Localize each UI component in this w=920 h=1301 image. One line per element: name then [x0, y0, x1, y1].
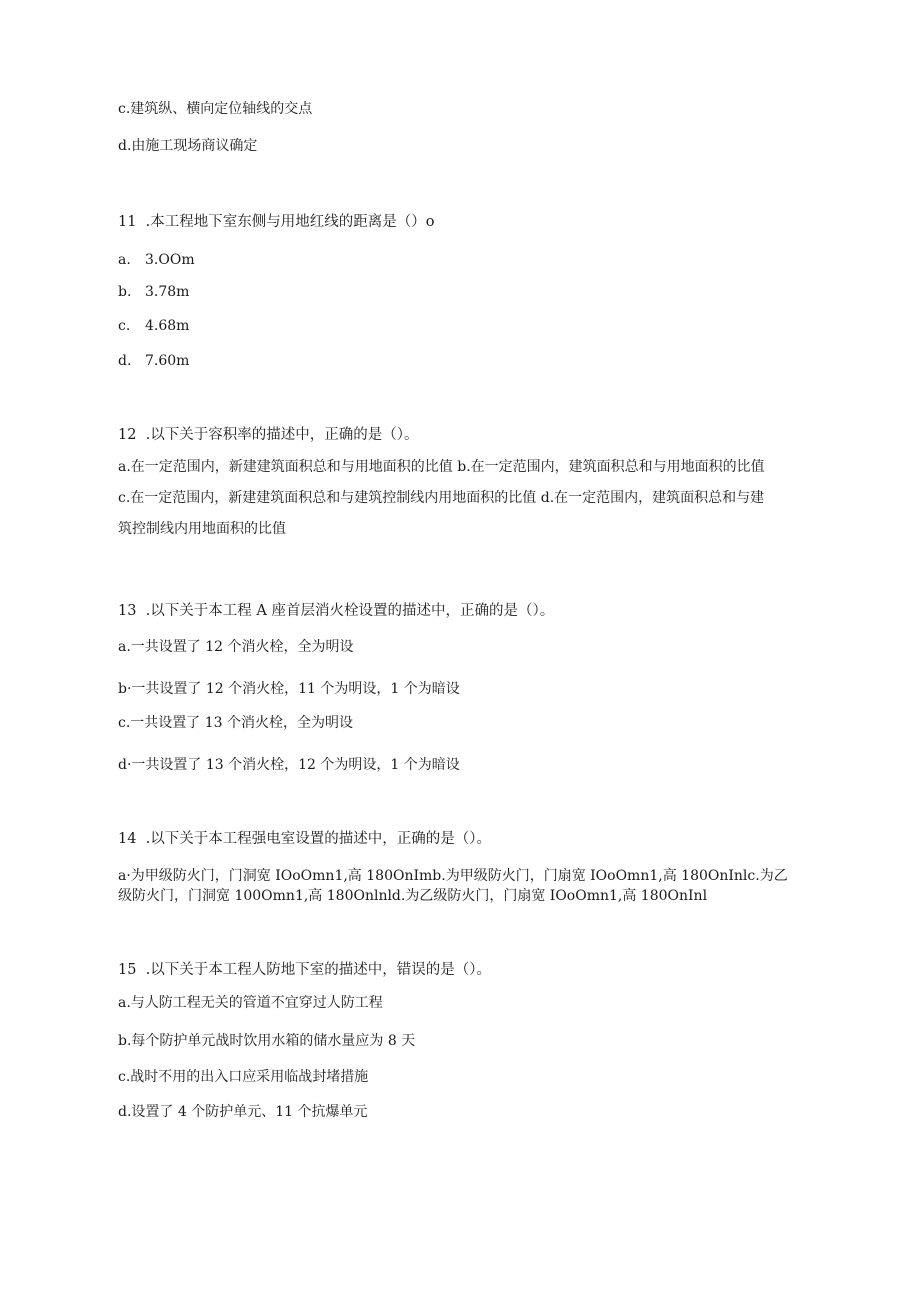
q14-options-paragraph: a·为甲级防火门，门洞宽 IOoOmn1,高 180OnImb.为甲级防火门，门扇宽 IOoOmn1,高 180OnInlc.为乙级防火门，门洞宽 100Omn1,高 180Onlnld.为乙级防火门，门扇宽 IOoOmn1,高 180OnInl [118, 868, 788, 904]
q10-option-c: c.建筑纵、横向定位轴线的交点 [118, 101, 313, 117]
q13-stem: 13 .以下关于本工程 A 座首层消火栓设置的描述中，正确的是（）。 [118, 603, 555, 619]
q11-option-d-letter: d. [118, 353, 132, 369]
q12-stem: 12 .以下关于容积率的描述中，正确的是（）。 [118, 427, 419, 443]
q11-option-d [118, 351, 189, 371]
q13-option-c: c.一共设置了 13 个消火栓，全为明设 [118, 715, 354, 731]
q11-option-c-letter: c. [118, 318, 131, 334]
q15-option-b: b.每个防护单元战时饮用水箱的储水量应为 8 天 [118, 1033, 416, 1049]
q11-option-a-text: 3.OOm [145, 252, 195, 268]
q11-option-b-text: 3.78m [145, 284, 190, 300]
q11-option-a [118, 250, 195, 270]
q15-option-d: d.设置了 4 个防护单元、11 个抗爆单元 [118, 1104, 368, 1120]
q11-option-b [118, 282, 189, 302]
q13-option-a: a.一共设置了 12 个消火栓，全为明设 [118, 639, 354, 655]
q10-option-d: d.由施工现场商议确定 [118, 138, 258, 154]
q12-options-paragraph: a.在一定范围内，新建建筑面积总和与用地面积的比值 b.在一定范围内，建筑面积总和与用地面积的比值 c.在一定范围内，新建建筑面积总和与建筑控制线内用地面积的比值 d.在一定范围内，建筑面积总和与建筑控制线内用地面积的比值 [118, 459, 765, 537]
q11-option-c-text: 4.68m [145, 318, 190, 334]
q11-option-d-text: 7.60m [145, 353, 190, 369]
q13-option-b: b·一共设置了 12 个消火栓，11 个为明设，1 个为暗设 [118, 681, 460, 697]
q11-option-c [118, 316, 189, 336]
q15-option-c: c.战时不用的出入口应采用临战封堵措施 [118, 1069, 369, 1085]
q15-stem: 15 .以下关于本工程人防地下室的描述中，错误的是（）。 [118, 962, 492, 978]
q11-option-a-letter: a. [118, 252, 131, 268]
q14-stem: 14 .以下关于本工程强电室设置的描述中，正确的是（）。 [118, 831, 492, 847]
q11-stem: 11 .本工程地下室东侧与用地红线的距离是（）o [118, 214, 435, 230]
q13-option-d: d·一共设置了 13 个消火栓，12 个为明设，1 个为暗设 [118, 757, 460, 773]
q11-option-b-letter: b. [118, 284, 132, 300]
q15-option-a: a.与人防工程无关的管道不宜穿过人防工程 [118, 995, 383, 1011]
